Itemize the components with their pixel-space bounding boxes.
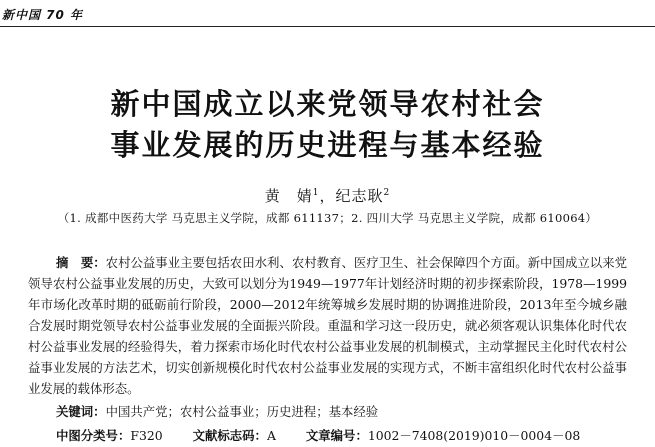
classification-line [56, 426, 636, 444]
keywords-line [56, 402, 378, 420]
author-affiliation-marker: 2 [383, 188, 391, 198]
abstract-paragraph [28, 252, 627, 399]
article-title-line-1: 新中国成立以来党领导农村社会 [110, 87, 545, 121]
keywords-label: 关键词： [56, 404, 106, 419]
keywords-text: 中国共产党；农村公益事业；历史进程；基本经验 [105, 404, 379, 419]
author-name: 黄 婧 [264, 187, 313, 205]
affiliation-line: （1. 成都中医药大学 马克思主义学院，成都 611137；2. 四川大学 马克思主义学院，成都 610064） [57, 211, 598, 225]
article-number-value: 1002－7408(2019)010－0004－08 [367, 428, 581, 443]
abstract-label: 摘 要： [56, 255, 106, 270]
running-header [0, 4, 655, 26]
article-number-label: 文章编号： [305, 428, 368, 443]
journal-section-label: 新中国 70 年 [2, 8, 84, 22]
author-affiliation-marker: 1 [312, 188, 320, 198]
doc-code-value: A [266, 428, 276, 443]
clc-value: F320 [130, 428, 163, 443]
clc-label: 中图分类号： [56, 428, 131, 443]
header-divider [0, 26, 655, 27]
author-name: 纪志耿 [335, 187, 384, 205]
author-separator: ， [319, 187, 336, 205]
author-line [0, 185, 655, 206]
abstract-text: 农村公益事业主要包括农田水利、农村教育、医疗卫生、社会保障四个方面。新中国成立以来党领导农村公益事业发展的历史，大致可以划分为1949—1977年计划经济时期的初步探索阶段，1978—1999年市场化改革时期的砥砺前行阶段，2000—2012年统筹城乡发展时期的协调推进阶段，2013年至今城乡融合发展时期党领导农村公益事业发展的全面振兴阶段。重温和学习这一段历史，就必须客观认识集体化时代农村公益事业发展的经验得失，着力探索市场化时代农村公益事业发展的机制模式，主动掌握民主化时代农村公益事业发展的方法艺术，切实创新规模化时代农村公益事业发展的实现方式，不断丰富组织化时代农村公益事业发展的载体形态。 [28, 255, 628, 396]
article-title-line-2: 事业发展的历史进程与基本经验 [110, 128, 545, 162]
doc-code-label: 文献标志码： [192, 428, 267, 443]
